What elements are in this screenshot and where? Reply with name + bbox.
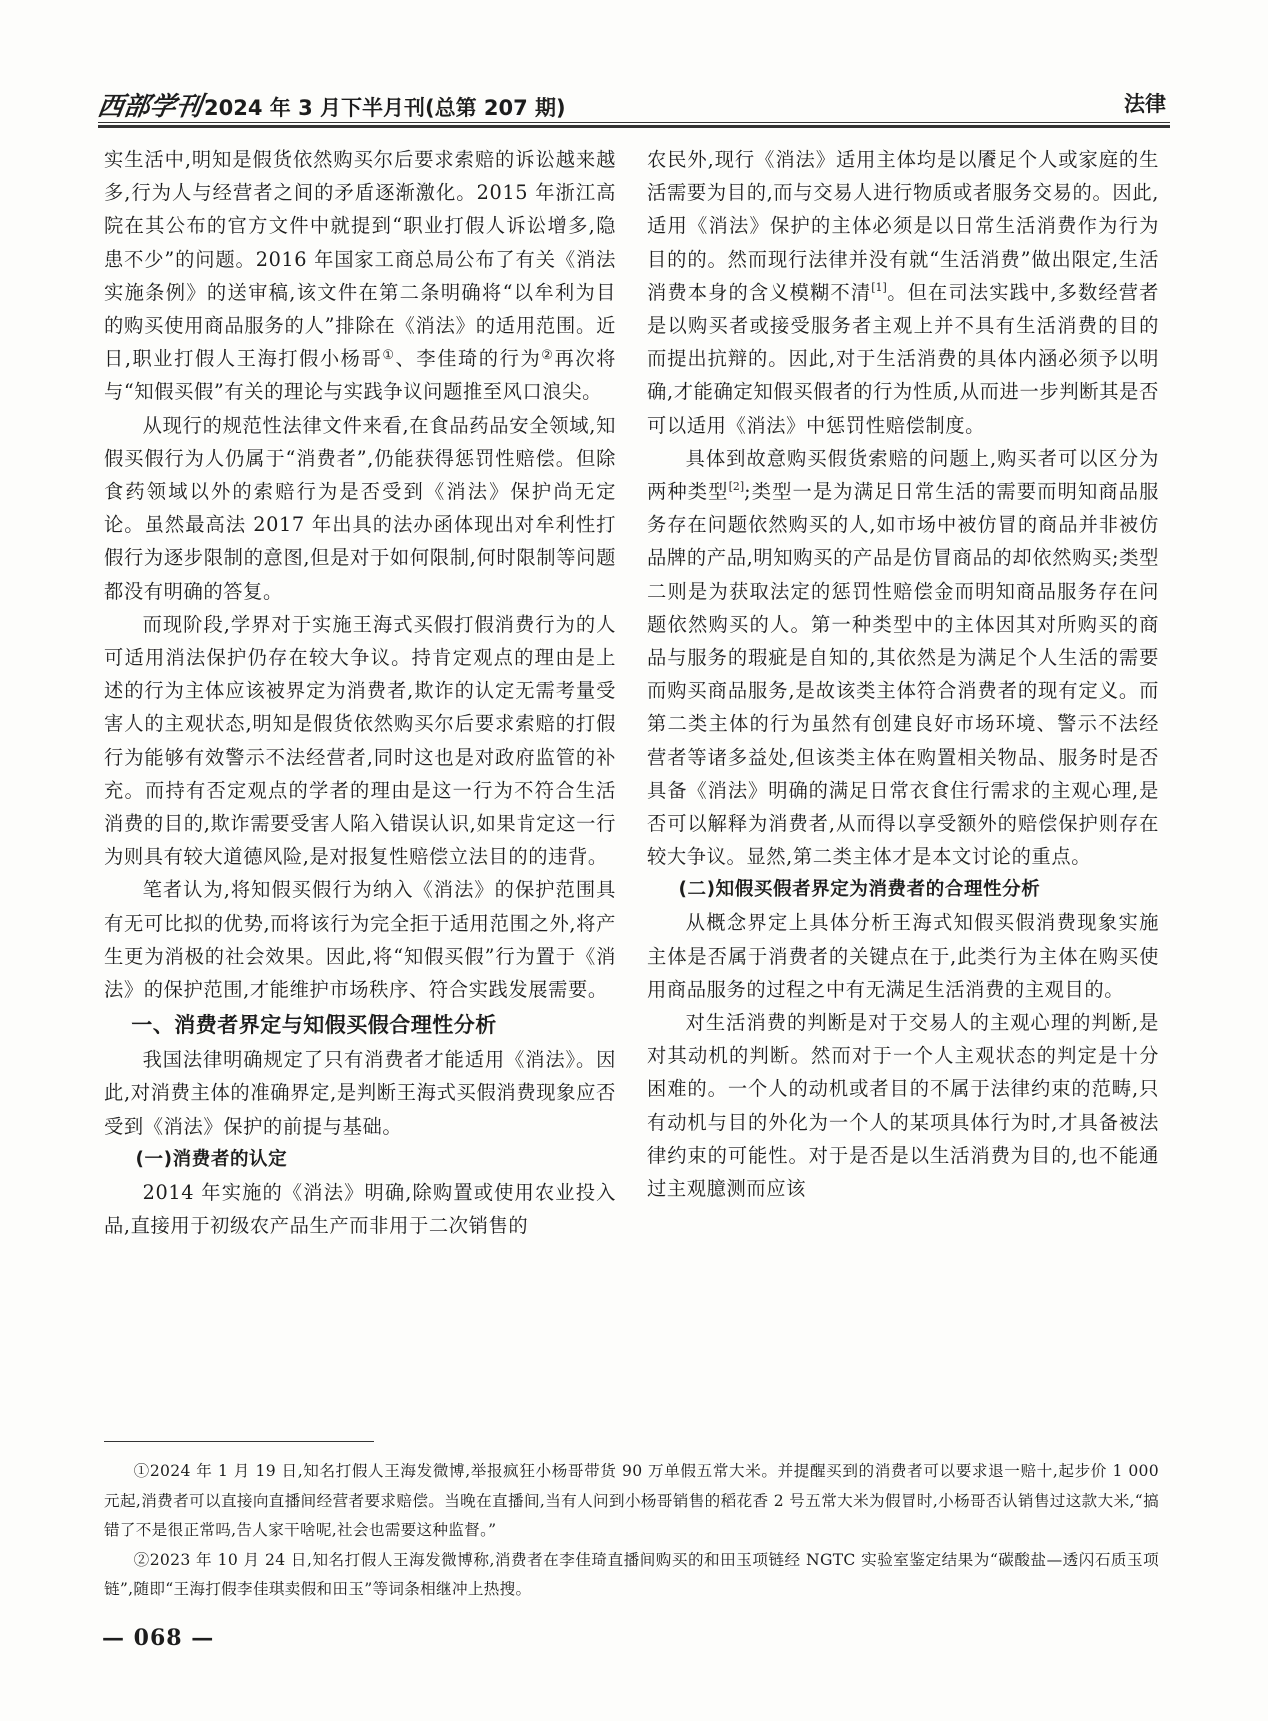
footnotes <box>104 1457 1159 1605</box>
footnote-rule <box>104 1441 374 1442</box>
paragraph: 对生活消费的判断是对于交易人的主观心理的判断,是对其动机的判断。然而对于一个人主观状态的判定是十分困难的。一个人的动机或者目的不属于法律约束的范畴,只有动机与目的外化为一个人的某项具体行为时,才具备被法律约束的可能性。对于是否是以生活消费为目的,也不能通过主观臆测而应该 <box>647 1011 1159 1201</box>
page-number: — 068 — <box>102 1625 215 1651</box>
paragraph: 从现行的规范性法律文件来看,在食品药品安全领域,知假买假行为人仍属于“消费者”,仍能获得惩罚性赔偿。但除食药领域以外的索赔行为是否受到《消法》保护尚无定论。虽然最高法 2017 年出具的法办函体现出对牟利性打假行为逐步限制的意图,但是对于如何限制,何时限制等问题都没有明确的答复。 <box>104 413 616 603</box>
issue-info: 2024 年 3 月下半月刊(总第 207 期) <box>204 96 566 120</box>
paragraph: 笔者认为,将知假买假行为纳入《消法》的保护范围具有无可比拟的优势,而将该行为完全拒于适用范围之外,将产生更为消极的社会效果。因此,将“知假买假”行为置于《消法》的保护范围,才能维护市场秩序、符合实践发展需要。 <box>104 878 616 1002</box>
header-rule <box>98 122 1170 123</box>
paragraph: 具体到故意购买假货索赔的问题上,购买者可以区分为两种类型[2];类型一是为满足日常生活的需要而明知商品服务存在问题依然购买的人,如市场中被仿冒的商品并非被仿品牌的产品,明知购买的产品是仿冒商品的却依然购买;类型二则是为获取法定的惩罚性赔偿金而明知商品服务存在问题依然购买的人。第一种类型中的主体因其对所购买的商品与服务的瑕疵是自知的,其依然是为满足个人生活的需要而购买商品服务,是故该类主体符合消费者的现有定义。而第二类主体的行为虽然有创建良好市场环境、警示不法经营者等诸多益处,但该类主体在购置相关物品、服务时是否具备《消法》明确的满足日常衣食住行需求的主观心理,是否可以解释为消费者,从而得以享受额外的赔偿保护则存在较大争议。显然,第二类主体才是本文讨论的重点。 <box>647 446 1159 869</box>
header-rule-thick <box>98 125 1170 128</box>
paragraph: 我国法律明确规定了只有消费者才能适用《消法》。因此,对消费主体的准确界定,是判断王海式买假消费现象应否受到《消法》保护的前提与基础。 <box>104 1048 616 1138</box>
journal-logo: 西部学刊 <box>95 92 204 122</box>
left-column <box>104 143 616 1242</box>
subsection-heading: (一)消费者的认定 <box>135 1148 288 1170</box>
paragraph: 从概念界定上具体分析王海式知假买假消费现象实施主体是否属于消费者的关键点在于,此类行为主体在购买使用商品服务的过程之中有无满足生活消费的主观目的。 <box>647 911 1159 1001</box>
citation-ref[interactable]: [2] <box>728 480 745 494</box>
paragraph: 农民外,现行《消法》适用主体均是以餍足个人或家庭的生活需要为目的,而与交易人进行物质或者服务交易的。因此,适用《消法》保护的主体必须是以日常生活消费作为行为目的的。然而现行法律并没有就“生活消费”做出限定,生活消费本身的含义模糊不清[1]。但在司法实践中,多数经营者是以购买者或接受服务者主观上并不具有生活消费的目的而提出抗辩的。因此,对于生活消费的具体内涵必须予以明确,才能确定知假买假者的行为性质,从而进一步判断其是否可以适用《消法》中惩罚性赔偿制度。 <box>647 148 1159 437</box>
paragraph: 而现阶段,学界对于实施王海式买假打假消费行为的人可适用消法保护仍存在较大争议。持肯定观点的理由是上述的行为主体应该被界定为消费者,欺诈的认定无需考量受害人的主观状态,明知是假货依然购买尔后要求索赔的打假行为能够有效警示不法经营者,同时这也是对政府监管的补充。而持有否定观点的学者的理由是这一行为不符合生活消费的目的,欺诈需要受害人陷入错误认识,如果肯定这一行为则具有较大道德风险,是对报复性赔偿立法目的的违背。 <box>104 612 616 869</box>
paragraph: 实生活中,明知是假货依然购买尔后要求索赔的诉讼越来越多,行为人与经营者之间的矛盾逐渐激化。2015 年浙江高院在其公布的官方文件中就提到“职业打假人诉讼增多,隐患不少”的问题。2016 年国家工商总局公布了有关《消法实施条例》的送审稿,该文件在第二条明确将“以牟利为目的购买使用商品服务的人”排除在《消法》的适用范围。近日,职业打假人王海打假小杨哥①、李佳琦的行为②再次将与“知假买假”有关的理论与实践争议问题推至风口浪尖。 <box>104 148 617 404</box>
running-header <box>95 82 1170 122</box>
footnote-mark[interactable]: ② <box>541 348 555 364</box>
section-label: 法律 <box>1124 92 1166 116</box>
footnote-mark[interactable]: ① <box>382 348 396 364</box>
section-heading: 一、消费者界定与知假买假合理性分析 <box>131 1013 497 1038</box>
footnote: ①2024 年 1 月 19 日,知名打假人王海发微博,举报疯狂小杨哥带货 90 万单假五常大米。并提醒买到的消费者可以要求退一赔十,起步价 1 000 元起,消费者可以直接向直播间经营者要求赔偿。当晚在直播间,当有人问到小杨哥销售的稻花香 2 号五常大米为假冒时,小杨哥否认销售过这款大米,“搞错了不是很正常吗,告人家干啥呢,社会也需要这种监督。” <box>104 1462 1159 1539</box>
citation-ref[interactable]: [1] <box>871 280 887 294</box>
header-left <box>95 86 566 123</box>
paragraph: 2014 年实施的《消法》明确,除购置或使用农业投入品,直接用于初级农产品生产而非用于二次销售的 <box>104 1180 616 1238</box>
subsection-heading: (二)知假买假者界定为消费者的合理性分析 <box>678 879 1041 901</box>
right-column <box>647 143 1159 1205</box>
footnote: ②2023 年 10 月 24 日,知名打假人王海发微博称,消费者在李佳琦直播间购买的和田玉项链经 NGTC 实验室鉴定结果为“碳酸盐—透闪石质玉项链”,随即“王海打假李佳琪卖假和田玉”等词条相继冲上热搜。 <box>104 1550 1159 1598</box>
